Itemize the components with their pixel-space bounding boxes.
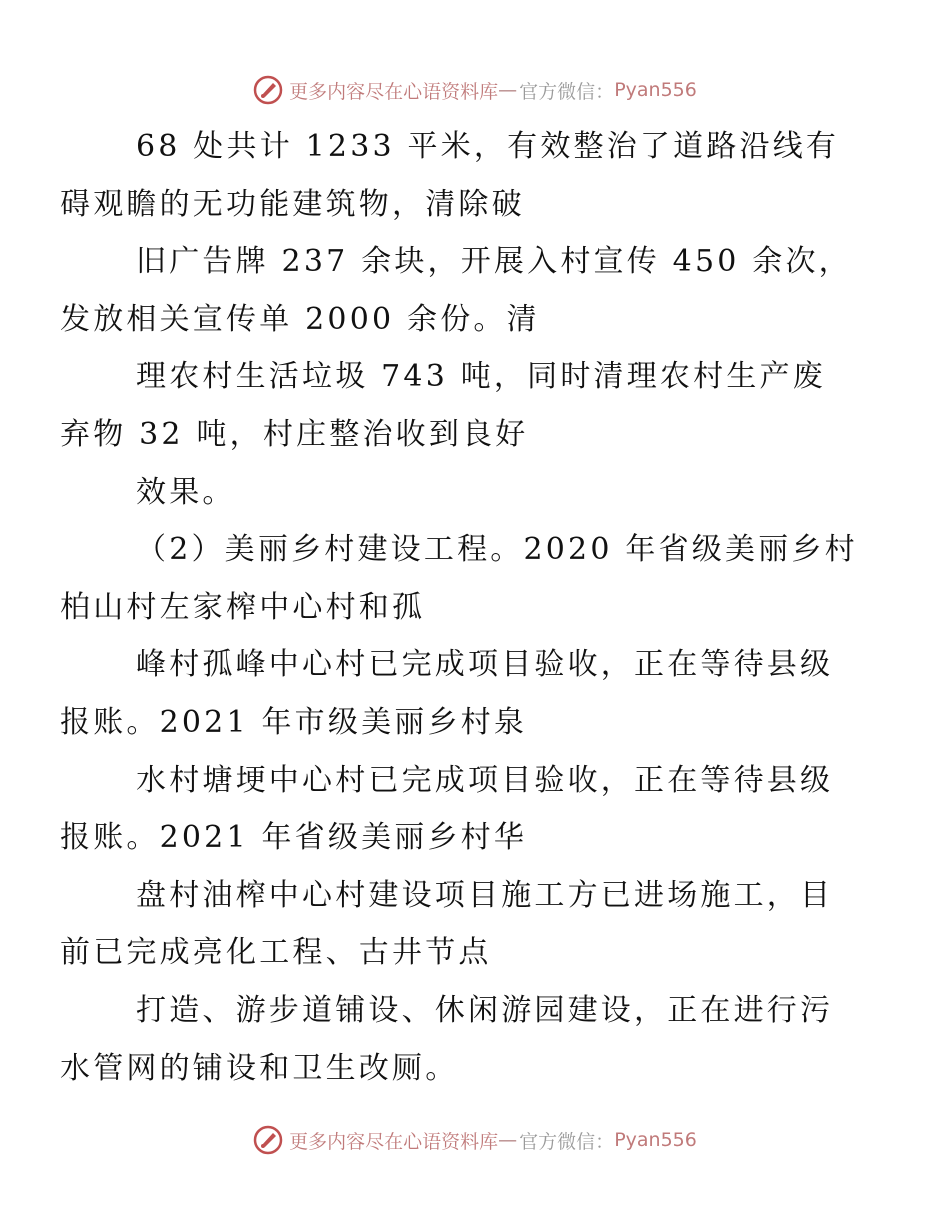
paragraph <box>98 464 858 522</box>
paragraph <box>60 118 858 233</box>
text-line: 打造、游步道铺设、休闲游园建设，正在进行污 <box>136 992 834 1028</box>
footer-watermark <box>0 1122 950 1158</box>
text-line: 水村塘埂中心村已完成项目验收，正在等待县级 <box>136 762 834 798</box>
text-line: 柏山村左家榨中心村和孤 <box>60 589 426 625</box>
text-line: 弃物 32 吨，村庄整治收到良好 <box>60 416 529 452</box>
text-line: 盘村油榨中心村建设项目施工方已进场施工，目 <box>136 877 834 913</box>
paragraph <box>60 982 858 1097</box>
text-line: （2）美丽乡村建设工程。2020 年省级美丽乡村 <box>136 532 858 568</box>
text-line: 理农村生活垃圾 743 吨，同时清理农村生产废 <box>136 359 826 395</box>
text-line: 68 处共计 1233 平米，有效整治了道路沿线有 <box>136 129 840 164</box>
watermark-text: 更多内容尽在心语资料库 <box>289 1130 499 1153</box>
text-line: 旧广告牌 237 余块，开展入村宣传 450 余次， <box>136 244 852 280</box>
text-line: 发放相关宣传单 2000 余份。清 <box>60 301 540 337</box>
watermark-separator: — <box>498 79 518 101</box>
text-line: 峰村孤峰中心村已完成项目验收，正在等待县级 <box>136 647 834 683</box>
text-line: 效果。 <box>136 474 236 510</box>
paragraph <box>60 636 858 751</box>
paragraph <box>60 233 858 348</box>
watermark-text: 更多内容尽在心语资料库 <box>289 80 499 103</box>
text-line: 碍观瞻的无功能建筑物，清除破 <box>60 186 525 222</box>
paragraph <box>60 348 858 463</box>
header-watermark <box>0 72 950 108</box>
library-logo-icon <box>253 1125 283 1155</box>
paragraph <box>60 867 858 982</box>
watermark-wechat-id: Pyan556 <box>614 1129 697 1151</box>
text-line: 报账。2021 年省级美丽乡村华 <box>60 820 528 856</box>
document-body <box>60 118 858 1097</box>
watermark-separator: — <box>498 1129 518 1151</box>
text-line: 水管网的铺设和卫生改厕。 <box>60 1050 459 1086</box>
watermark-label: 官方微信： <box>519 1130 615 1153</box>
text-line: 报账。2021 年市级美丽乡村泉 <box>60 704 528 740</box>
library-logo-icon <box>253 75 283 105</box>
text-line: 前已完成亮化工程、古井节点 <box>60 935 492 971</box>
paragraph <box>60 752 858 867</box>
paragraph <box>60 521 858 636</box>
watermark-wechat-id: Pyan556 <box>614 79 697 101</box>
watermark-label: 官方微信： <box>519 80 615 103</box>
